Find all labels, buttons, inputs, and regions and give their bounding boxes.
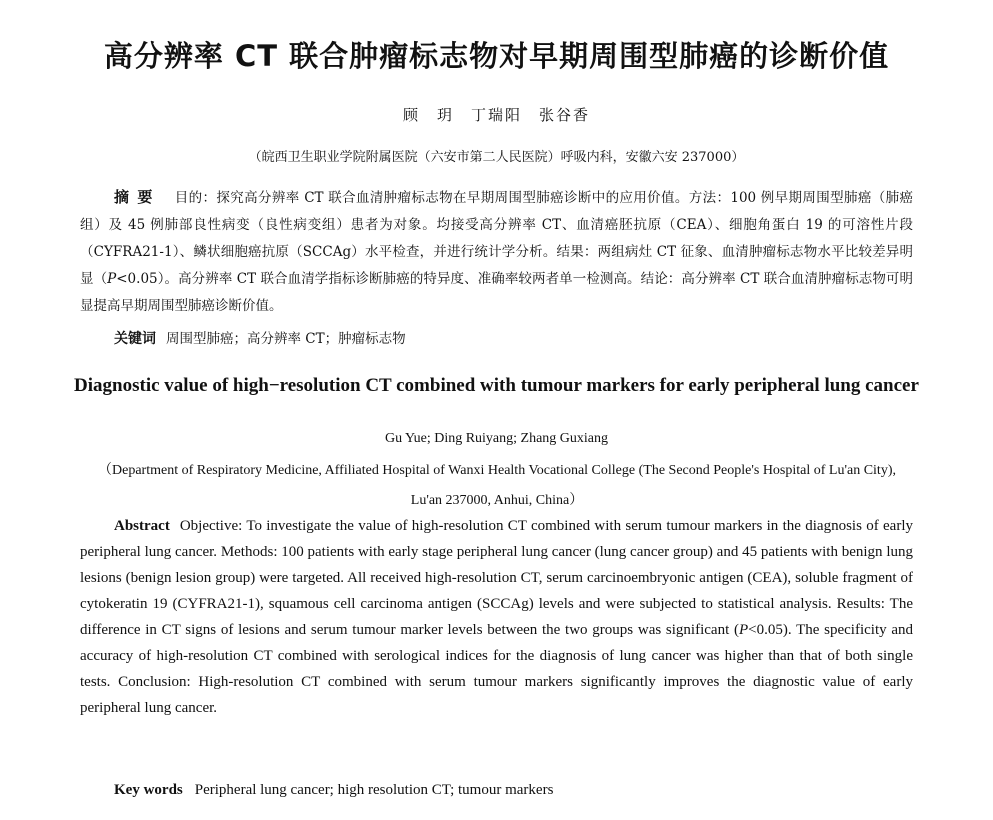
english-abstract — [80, 513, 913, 721]
chinese-keywords-label: 关键词 — [114, 331, 156, 347]
chinese-affiliation: （皖西卫生职业学院附属医院（六安市第二人民医院）呼吸内科，安徽六安 237000） — [248, 150, 745, 165]
english-keywords-text: Peripheral lung cancer; high resolution CT; tumour markers — [194, 782, 554, 798]
chinese-authors: 顾 玥 丁瑞阳 张谷香 — [402, 106, 590, 124]
english-abstract-text-part1: Objective: To investigate the value of high-resolution CT combined with serum tumour markers in the diagnosis of early peripheral lung cancer. Methods: 100 patients with early stage peripheral lung cancer (lung cancer group) and 45 patients with benign lung lesions (benign lesion group) were targeted. All received high-resolution CT, serum carcinoembryonic antigen (CEA), soluble fragment of cytokeratin 19 (CYFRA21-1), squamous cell carcinoma antigen (SCCAg) levels and were subjected to statistical analysis. Results: The difference in CT signs of lesions and serum tumour marker levels between the two groups was significant ( — [80, 518, 913, 638]
chinese-keywords-text: 周围型肺癌；高分辨率 CT；肿瘤标志物 — [166, 331, 406, 347]
english-abstract-p-value-symbol: P — [738, 622, 749, 638]
chinese-abstract-text-part2: <0.05）。高分辨率 CT 联合血清学指标诊断肺癌的特异度、准确率较两者单一检测高。结论：高分辨率 CT 联合血清肿瘤标志物可明显提高早期周围型肺癌诊断价值。 — [80, 271, 914, 314]
chinese-abstract-p-value-symbol: P — [107, 271, 117, 287]
chinese-title: 高分辨率 CT 联合肿瘤标志物对早期周围型肺癌的诊断价值 — [103, 39, 890, 73]
english-abstract-text-part2: <0.05). The specificity and accuracy of high-resolution CT combined with serological indices for the diagnosis of lung cancer was higher than that of both single tests. Conclusion: High-resolution CT combined with serum tumour markers significantly improves the diagnostic value of early peripheral lung cancer. — [80, 622, 914, 716]
english-abstract-label: Abstract — [114, 518, 170, 534]
english-keywords — [114, 777, 914, 803]
chinese-keywords — [114, 326, 914, 353]
english-title: Diagnostic value of high−resolution CT combined with tumour markers for early peripheral lung cancer — [74, 375, 919, 396]
chinese-abstract — [80, 184, 913, 320]
english-keywords-label: Key words — [114, 782, 183, 798]
english-authors: Gu Yue; Ding Ruiyang; Zhang Guxiang — [384, 431, 609, 446]
english-affiliation: （Department of Respiratory Medicine, Affiliated Hospital of Wanxi Health Vocational College (The Second People's Hospital of Lu'an City), Lu'an 237000, Anhui, China） — [98, 463, 896, 508]
chinese-abstract-label: 摘要 — [114, 188, 161, 206]
chinese-abstract-text-part1: 目的：探究高分辨率 CT 联合血清肿瘤标志物在早期周围型肺癌诊断中的应用价值。方法：100 例早期周围型肺癌（肺癌组）及 45 例肺部良性病变（良性病变组）患者为对象。均接受高分辨率 CT、血清癌胚抗原（CEA）、细胞角蛋白 19 的可溶性片段（CYFRA21-1）、鳞状细胞癌抗原（SCCAg）水平检查，并进行统计学分析。结果：两组病灶 CT 征象、血清肿瘤标志物水平比较差异明显（ — [80, 190, 913, 287]
